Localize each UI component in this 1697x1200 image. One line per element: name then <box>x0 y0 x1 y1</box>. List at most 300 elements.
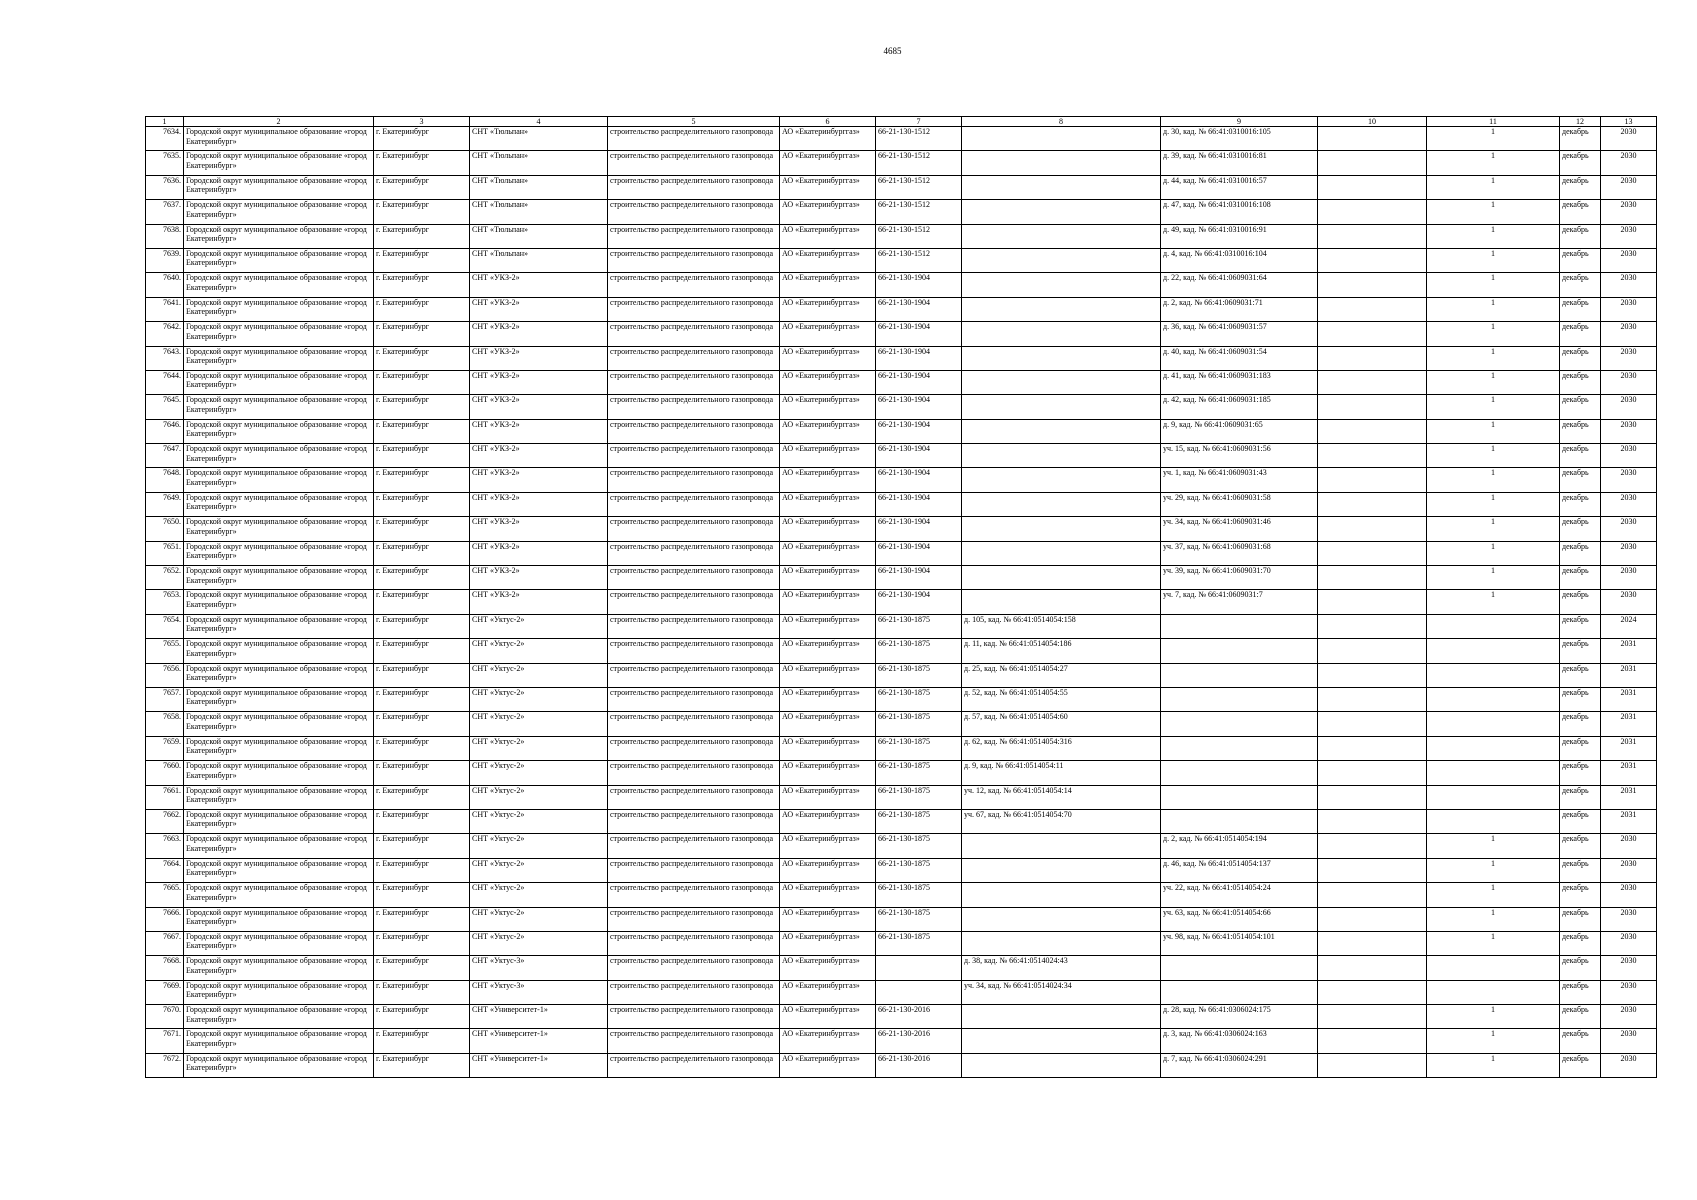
municipality: Городской округ муниципальное образование «город Екатеринбург» <box>184 468 374 492</box>
row-number: 7668. <box>146 956 184 980</box>
row-number: 7666. <box>146 907 184 931</box>
snt-name: СНТ «Уктус-2» <box>470 883 608 907</box>
plot-col9: д. 47, кад. № 66:41:0310016:108 <box>1161 200 1318 224</box>
municipality: Городской округ муниципальное образование «город Екатеринбург» <box>184 907 374 931</box>
operator: АО «Екатеринбурггаз» <box>780 175 876 199</box>
year: 2030 <box>1601 566 1657 590</box>
plot-col9 <box>1161 809 1318 833</box>
snt-name: СНТ «Уктус-2» <box>470 712 608 736</box>
year: 2030 <box>1601 931 1657 955</box>
municipality: Городской округ муниципальное образование «город Екатеринбург» <box>184 663 374 687</box>
row-number: 7640. <box>146 273 184 297</box>
work-type: строительство распределительного газопровода <box>608 541 780 565</box>
col10 <box>1318 687 1427 711</box>
permit-number: 66-21-130-1904 <box>876 395 962 419</box>
quantity: 1 <box>1427 931 1560 955</box>
col10 <box>1318 1053 1427 1077</box>
locality: г. Екатеринбург <box>374 1029 470 1053</box>
table-row <box>146 956 1657 980</box>
operator: АО «Екатеринбурггаз» <box>780 1029 876 1053</box>
month: декабрь <box>1560 663 1601 687</box>
col10 <box>1318 736 1427 760</box>
municipality: Городской округ муниципальное образование «город Екатеринбург» <box>184 590 374 614</box>
table-row <box>146 761 1657 785</box>
year: 2030 <box>1601 200 1657 224</box>
plot-col9 <box>1161 687 1318 711</box>
operator: АО «Екатеринбурггаз» <box>780 517 876 541</box>
snt-name: СНТ «Уктус-2» <box>470 834 608 858</box>
year: 2030 <box>1601 907 1657 931</box>
month: декабрь <box>1560 444 1601 468</box>
work-type: строительство распределительного газопровода <box>608 858 780 882</box>
permit-number: 66-21-130-1512 <box>876 224 962 248</box>
col10 <box>1318 200 1427 224</box>
municipality: Городской округ муниципальное образование «город Екатеринбург» <box>184 614 374 638</box>
quantity: 1 <box>1427 346 1560 370</box>
plot-col8 <box>962 858 1161 882</box>
plot-col8: д. 25, кад. № 66:41:0514054:27 <box>962 663 1161 687</box>
plot-col8 <box>962 248 1161 272</box>
plot-col8 <box>962 517 1161 541</box>
municipality: Городской округ муниципальное образование «город Екатеринбург» <box>184 834 374 858</box>
work-type: строительство распределительного газопровода <box>608 468 780 492</box>
work-type: строительство распределительного газопровода <box>608 907 780 931</box>
col10 <box>1318 712 1427 736</box>
year: 2030 <box>1601 883 1657 907</box>
plot-col9: д. 22, кад. № 66:41:0609031:64 <box>1161 273 1318 297</box>
work-type: строительство распределительного газопровода <box>608 517 780 541</box>
col10 <box>1318 370 1427 394</box>
table-row <box>146 248 1657 272</box>
municipality: Городской округ муниципальное образование «город Екатеринбург» <box>184 370 374 394</box>
table-row <box>146 834 1657 858</box>
locality: г. Екатеринбург <box>374 834 470 858</box>
plot-col8 <box>962 541 1161 565</box>
plot-col8: д. 9, кад. № 66:41:0514054:11 <box>962 761 1161 785</box>
plot-col9: д. 40, кад. № 66:41:0609031:54 <box>1161 346 1318 370</box>
operator: АО «Екатеринбурггаз» <box>780 224 876 248</box>
snt-name: СНТ «УКЗ-2» <box>470 517 608 541</box>
column-header: 7 <box>876 117 962 127</box>
locality: г. Екатеринбург <box>374 224 470 248</box>
work-type: строительство распределительного газопровода <box>608 346 780 370</box>
plot-col8 <box>962 346 1161 370</box>
municipality: Городской округ муниципальное образование «город Екатеринбург» <box>184 444 374 468</box>
municipality: Городской округ муниципальное образование «город Екатеринбург» <box>184 492 374 516</box>
work-type: строительство распределительного газопровода <box>608 1005 780 1029</box>
municipality: Городской округ муниципальное образование «город Екатеринбург» <box>184 687 374 711</box>
snt-name: СНТ «Тюльпан» <box>470 127 608 151</box>
snt-name: СНТ «Уктус-2» <box>470 858 608 882</box>
year: 2031 <box>1601 809 1657 833</box>
column-header: 9 <box>1161 117 1318 127</box>
work-type: строительство распределительного газопровода <box>608 419 780 443</box>
plot-col9: д. 30, кад. № 66:41:0310016:105 <box>1161 127 1318 151</box>
month: декабрь <box>1560 590 1601 614</box>
year: 2031 <box>1601 663 1657 687</box>
operator: АО «Екатеринбурггаз» <box>780 736 876 760</box>
snt-name: СНТ «УКЗ-2» <box>470 492 608 516</box>
municipality: Городской округ муниципальное образование «город Екатеринбург» <box>184 395 374 419</box>
month: декабрь <box>1560 809 1601 833</box>
month: декабрь <box>1560 639 1601 663</box>
plot-col9 <box>1161 980 1318 1004</box>
plot-col9: уч. 1, кад. № 66:41:0609031:43 <box>1161 468 1318 492</box>
operator: АО «Екатеринбурггаз» <box>780 200 876 224</box>
snt-name: СНТ «Уктус-2» <box>470 614 608 638</box>
permit-number: 66-21-130-1904 <box>876 322 962 346</box>
table-row <box>146 322 1657 346</box>
col10 <box>1318 273 1427 297</box>
permit-number: 66-21-130-1904 <box>876 297 962 321</box>
plot-col8 <box>962 200 1161 224</box>
municipality: Городской округ муниципальное образование «город Екатеринбург» <box>184 858 374 882</box>
plot-col9 <box>1161 736 1318 760</box>
table-row <box>146 370 1657 394</box>
col10 <box>1318 761 1427 785</box>
snt-name: СНТ «УКЗ-2» <box>470 444 608 468</box>
permit-number: 66-21-130-1875 <box>876 736 962 760</box>
snt-name: СНТ «Тюльпан» <box>470 248 608 272</box>
quantity <box>1427 712 1560 736</box>
snt-name: СНТ «Тюльпан» <box>470 224 608 248</box>
locality: г. Екатеринбург <box>374 590 470 614</box>
quantity: 1 <box>1427 322 1560 346</box>
locality: г. Екатеринбург <box>374 370 470 394</box>
month: декабрь <box>1560 785 1601 809</box>
row-number: 7657. <box>146 687 184 711</box>
locality: г. Екатеринбург <box>374 809 470 833</box>
col10 <box>1318 1005 1427 1029</box>
row-number: 7667. <box>146 931 184 955</box>
work-type: строительство распределительного газопровода <box>608 444 780 468</box>
quantity: 1 <box>1427 395 1560 419</box>
column-header: 3 <box>374 117 470 127</box>
quantity: 1 <box>1427 297 1560 321</box>
plot-col9 <box>1161 761 1318 785</box>
table-row <box>146 566 1657 590</box>
col10 <box>1318 224 1427 248</box>
locality: г. Екатеринбург <box>374 883 470 907</box>
table-row <box>146 883 1657 907</box>
month: декабрь <box>1560 931 1601 955</box>
municipality: Городской округ муниципальное образование «город Екатеринбург» <box>184 761 374 785</box>
snt-name: СНТ «Уктус-2» <box>470 663 608 687</box>
col10 <box>1318 834 1427 858</box>
work-type: строительство распределительного газопровода <box>608 224 780 248</box>
operator: АО «Екатеринбурггаз» <box>780 419 876 443</box>
quantity: 1 <box>1427 541 1560 565</box>
work-type: строительство распределительного газопровода <box>608 931 780 955</box>
work-type: строительство распределительного газопровода <box>608 151 780 175</box>
operator: АО «Екатеринбурггаз» <box>780 492 876 516</box>
plot-col9: уч. 37, кад. № 66:41:0609031:68 <box>1161 541 1318 565</box>
work-type: строительство распределительного газопровода <box>608 1029 780 1053</box>
plot-col9: уч. 15, кад. № 66:41:0609031:56 <box>1161 444 1318 468</box>
plot-col8 <box>962 1029 1161 1053</box>
year: 2030 <box>1601 1029 1657 1053</box>
year: 2031 <box>1601 687 1657 711</box>
snt-name: СНТ «Уктус-2» <box>470 809 608 833</box>
permit-number: 66-21-130-1875 <box>876 761 962 785</box>
year: 2030 <box>1601 1005 1657 1029</box>
month: декабрь <box>1560 419 1601 443</box>
plot-col8 <box>962 590 1161 614</box>
municipality: Городской округ муниципальное образование «город Екатеринбург» <box>184 273 374 297</box>
permit-number: 66-21-130-1904 <box>876 346 962 370</box>
month: декабрь <box>1560 566 1601 590</box>
row-number: 7662. <box>146 809 184 833</box>
table-row <box>146 590 1657 614</box>
operator: АО «Екатеринбурггаз» <box>780 444 876 468</box>
year: 2030 <box>1601 980 1657 1004</box>
month: декабрь <box>1560 614 1601 638</box>
row-number: 7641. <box>146 297 184 321</box>
permit-number: 66-21-130-1875 <box>876 785 962 809</box>
col10 <box>1318 444 1427 468</box>
plot-col8: уч. 34, кад. № 66:41:0514024:34 <box>962 980 1161 1004</box>
table-row <box>146 444 1657 468</box>
plot-col8 <box>962 468 1161 492</box>
table-row <box>146 175 1657 199</box>
plot-col9: д. 2, кад. № 66:41:0514054:194 <box>1161 834 1318 858</box>
locality: г. Екатеринбург <box>374 931 470 955</box>
row-number: 7642. <box>146 322 184 346</box>
month: декабрь <box>1560 980 1601 1004</box>
month: декабрь <box>1560 883 1601 907</box>
snt-name: СНТ «УКЗ-2» <box>470 322 608 346</box>
table-row <box>146 127 1657 151</box>
month: декабрь <box>1560 297 1601 321</box>
operator: АО «Екатеринбурггаз» <box>780 151 876 175</box>
operator: АО «Екатеринбурггаз» <box>780 907 876 931</box>
table-row <box>146 517 1657 541</box>
permit-number: 66-21-130-1875 <box>876 639 962 663</box>
col10 <box>1318 907 1427 931</box>
work-type: строительство распределительного газопровода <box>608 834 780 858</box>
plot-col8: уч. 12, кад. № 66:41:0514054:14 <box>962 785 1161 809</box>
plot-col8 <box>962 1005 1161 1029</box>
permit-number: 66-21-130-2016 <box>876 1053 962 1077</box>
operator: АО «Екатеринбурггаз» <box>780 639 876 663</box>
row-number: 7670. <box>146 1005 184 1029</box>
work-type: строительство распределительного газопровода <box>608 566 780 590</box>
quantity: 1 <box>1427 834 1560 858</box>
snt-name: СНТ «Уктус-2» <box>470 931 608 955</box>
quantity: 1 <box>1427 127 1560 151</box>
work-type: строительство распределительного газопровода <box>608 614 780 638</box>
permit-number: 66-21-130-1512 <box>876 151 962 175</box>
row-number: 7669. <box>146 980 184 1004</box>
quantity: 1 <box>1427 468 1560 492</box>
table-row <box>146 614 1657 638</box>
plot-col9 <box>1161 614 1318 638</box>
col10 <box>1318 883 1427 907</box>
quantity: 1 <box>1427 517 1560 541</box>
municipality: Городской округ муниципальное образование «город Екатеринбург» <box>184 541 374 565</box>
col10 <box>1318 809 1427 833</box>
permit-number: 66-21-130-1904 <box>876 273 962 297</box>
snt-name: СНТ «Уктус-2» <box>470 907 608 931</box>
plot-col9: д. 9, кад. № 66:41:0609031:65 <box>1161 419 1318 443</box>
quantity: 1 <box>1427 419 1560 443</box>
year: 2030 <box>1601 175 1657 199</box>
month: декабрь <box>1560 736 1601 760</box>
quantity <box>1427 614 1560 638</box>
plot-col8: д. 57, кад. № 66:41:0514054:60 <box>962 712 1161 736</box>
locality: г. Екатеринбург <box>374 444 470 468</box>
snt-name: СНТ «Уктус-2» <box>470 761 608 785</box>
month: декабрь <box>1560 175 1601 199</box>
col10 <box>1318 639 1427 663</box>
row-number: 7650. <box>146 517 184 541</box>
plot-col8 <box>962 883 1161 907</box>
table-row <box>146 785 1657 809</box>
plot-col8 <box>962 492 1161 516</box>
row-number: 7658. <box>146 712 184 736</box>
table-row <box>146 907 1657 931</box>
plot-col8 <box>962 566 1161 590</box>
row-number: 7659. <box>146 736 184 760</box>
col10 <box>1318 541 1427 565</box>
month: декабрь <box>1560 712 1601 736</box>
operator: АО «Екатеринбурггаз» <box>780 858 876 882</box>
work-type: строительство распределительного газопровода <box>608 175 780 199</box>
plot-col8 <box>962 419 1161 443</box>
table-row <box>146 1053 1657 1077</box>
locality: г. Екатеринбург <box>374 273 470 297</box>
snt-name: СНТ «УКЗ-2» <box>470 297 608 321</box>
year: 2030 <box>1601 956 1657 980</box>
row-number: 7651. <box>146 541 184 565</box>
municipality: Городской округ муниципальное образование «город Екатеринбург» <box>184 712 374 736</box>
table-row <box>146 858 1657 882</box>
plot-col9: д. 7, кад. № 66:41:0306024:291 <box>1161 1053 1318 1077</box>
plot-col9: д. 44, кад. № 66:41:0310016:57 <box>1161 175 1318 199</box>
operator: АО «Екатеринбурггаз» <box>780 712 876 736</box>
plot-col9: д. 46, кад. № 66:41:0514054:137 <box>1161 858 1318 882</box>
col10 <box>1318 127 1427 151</box>
row-number: 7648. <box>146 468 184 492</box>
year: 2030 <box>1601 590 1657 614</box>
col10 <box>1318 151 1427 175</box>
header-row <box>146 117 1657 127</box>
municipality: Городской округ муниципальное образование «город Екатеринбург» <box>184 322 374 346</box>
plot-col8 <box>962 224 1161 248</box>
operator: АО «Екатеринбурггаз» <box>780 395 876 419</box>
month: декабрь <box>1560 1053 1601 1077</box>
municipality: Городской округ муниципальное образование «город Екатеринбург» <box>184 883 374 907</box>
row-number: 7639. <box>146 248 184 272</box>
table-row <box>146 200 1657 224</box>
work-type: строительство распределительного газопровода <box>608 297 780 321</box>
quantity <box>1427 736 1560 760</box>
table-row <box>146 736 1657 760</box>
operator: АО «Екатеринбурггаз» <box>780 297 876 321</box>
quantity: 1 <box>1427 1029 1560 1053</box>
municipality: Городской округ муниципальное образование «город Екатеринбург» <box>184 1053 374 1077</box>
year: 2030 <box>1601 151 1657 175</box>
municipality: Городской округ муниципальное образование «город Екатеринбург» <box>184 346 374 370</box>
locality: г. Екатеринбург <box>374 736 470 760</box>
plot-col9: д. 49, кад. № 66:41:0310016:91 <box>1161 224 1318 248</box>
operator: АО «Екатеринбурггаз» <box>780 883 876 907</box>
row-number: 7646. <box>146 419 184 443</box>
month: декабрь <box>1560 834 1601 858</box>
plot-col8 <box>962 444 1161 468</box>
plot-col9: д. 39, кад. № 66:41:0310016:81 <box>1161 151 1318 175</box>
permit-number: 66-21-130-1875 <box>876 712 962 736</box>
work-type: строительство распределительного газопровода <box>608 492 780 516</box>
snt-name: СНТ «Уктус-3» <box>470 956 608 980</box>
snt-name: СНТ «Уктус-2» <box>470 736 608 760</box>
month: декабрь <box>1560 956 1601 980</box>
quantity: 1 <box>1427 1053 1560 1077</box>
operator: АО «Екатеринбурггаз» <box>780 980 876 1004</box>
plot-col8 <box>962 297 1161 321</box>
municipality: Городской округ муниципальное образование «город Екатеринбург» <box>184 736 374 760</box>
col10 <box>1318 980 1427 1004</box>
work-type: строительство распределительного газопровода <box>608 883 780 907</box>
year: 2031 <box>1601 736 1657 760</box>
month: декабрь <box>1560 687 1601 711</box>
work-type: строительство распределительного газопровода <box>608 248 780 272</box>
permit-number: 66-21-130-1875 <box>876 663 962 687</box>
plot-col9 <box>1161 785 1318 809</box>
year: 2031 <box>1601 785 1657 809</box>
year: 2030 <box>1601 370 1657 394</box>
table-row <box>146 346 1657 370</box>
plot-col9: уч. 34, кад. № 66:41:0609031:46 <box>1161 517 1318 541</box>
locality: г. Екатеринбург <box>374 1053 470 1077</box>
year: 2030 <box>1601 541 1657 565</box>
month: декабрь <box>1560 151 1601 175</box>
work-type: строительство распределительного газопровода <box>608 736 780 760</box>
table-row <box>146 224 1657 248</box>
snt-name: СНТ «Университет-1» <box>470 1053 608 1077</box>
work-type: строительство распределительного газопровода <box>608 785 780 809</box>
row-number: 7655. <box>146 639 184 663</box>
permit-number: 66-21-130-1512 <box>876 200 962 224</box>
plot-col9: д. 28, кад. № 66:41:0306024:175 <box>1161 1005 1318 1029</box>
row-number: 7634. <box>146 127 184 151</box>
plot-col8 <box>962 834 1161 858</box>
permit-number: 66-21-130-1875 <box>876 687 962 711</box>
plot-col9: д. 4, кад. № 66:41:0310016:104 <box>1161 248 1318 272</box>
quantity: 1 <box>1427 907 1560 931</box>
quantity <box>1427 980 1560 1004</box>
column-header: 12 <box>1560 117 1601 127</box>
month: декабрь <box>1560 273 1601 297</box>
locality: г. Екатеринбург <box>374 297 470 321</box>
col10 <box>1318 931 1427 955</box>
snt-name: СНТ «Уктус-2» <box>470 639 608 663</box>
col10 <box>1318 663 1427 687</box>
snt-name: СНТ «УКЗ-2» <box>470 541 608 565</box>
month: декабрь <box>1560 907 1601 931</box>
municipality: Городской округ муниципальное образование «город Екатеринбург» <box>184 151 374 175</box>
municipality: Городской округ муниципальное образование «город Екатеринбург» <box>184 785 374 809</box>
locality: г. Екатеринбург <box>374 395 470 419</box>
locality: г. Екатеринбург <box>374 517 470 541</box>
year: 2030 <box>1601 1053 1657 1077</box>
plot-col8 <box>962 370 1161 394</box>
locality: г. Екатеринбург <box>374 980 470 1004</box>
month: декабрь <box>1560 1029 1601 1053</box>
month: декабрь <box>1560 224 1601 248</box>
locality: г. Екатеринбург <box>374 151 470 175</box>
municipality: Городской округ муниципальное образование «город Екатеринбург» <box>184 931 374 955</box>
